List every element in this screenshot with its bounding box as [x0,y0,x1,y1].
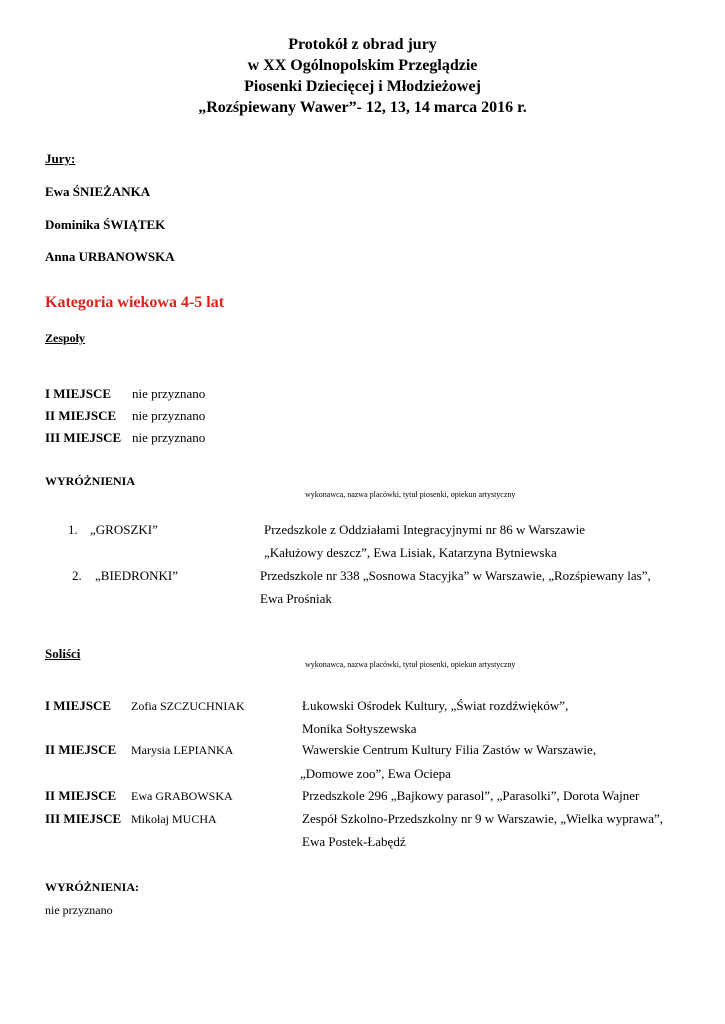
soloist-place: III MIEJSCE [45,811,122,826]
soloist-line: Wawerskie Centrum Kultury Filia Zastów w Warszawie, [302,742,597,757]
groups-columns-note: wykonawca, nazwa placówki, tytuł piosenki, opiekun artystyczny [305,490,516,499]
jury-member: Anna URBANOWSKA [45,249,175,264]
soloist-line: Zespół Szkolno-Przedszkolny nr 9 w Warszawie, „Wielka wyprawa”, [302,811,663,826]
distinction-line: Przedszkole z Oddziałami Integracyjnymi nr 86 w Warszawie [264,522,586,537]
soloist-name: Mikołaj MUCHA [131,812,217,826]
groups-heading: Zespoły [45,331,86,345]
category-title: Kategoria wiekowa 4-5 lat [45,294,225,311]
distinction-line: Przedszkole nr 338 „Sosnowa Stacyjka” w Warszawie, „Rozśpiewany las”, [260,568,651,583]
distinction-name: „BIEDRONKI” [95,568,179,583]
soloist-place: II MIEJSCE [45,788,117,803]
group-place-value: nie przyznano [132,430,206,445]
jury-member: Dominika ŚWIĄTEK [45,217,166,232]
soloist-line: Przedszkole 296 „Bajkowy parasol”, „Parasolki”, Dorota Wajner [302,788,640,803]
soloists-heading: Soliści [45,646,81,661]
distinction-number: 1. [68,522,78,537]
title-line-3: Piosenki Dziecięcej i Młodzieżowej [244,78,481,95]
title-line-4: „Rozśpiewany Wawer”- 12, 13, 14 marca 2016 r. [198,99,527,116]
soloist-line: Łukowski Ośrodek Kultury, „Świat rozdźwięków”, [302,698,569,713]
groups-distinctions-heading: WYRÓŻNIENIA [45,474,136,488]
soloist-line: Ewa Postek-Łabędź [302,834,406,849]
soloists-distinctions-heading: WYRÓŻNIENIA: [45,880,140,894]
group-place-value: nie przyznano [132,386,206,401]
soloist-line: „Domowe zoo”, Ewa Ociepa [300,766,451,781]
group-place-label: II MIEJSCE [45,408,117,423]
distinction-number: 2. [72,568,82,583]
jury-heading: Jury: [45,151,76,166]
title-line-1: Protokół z obrad jury [288,36,437,53]
soloists-columns-note: wykonawca, nazwa placówki, tytuł piosenki, opiekun artystyczny [305,660,516,669]
distinction-line: „Kałużowy deszcz”, Ewa Lisiak, Katarzyna Bytniewska [264,545,557,560]
distinction-name: „GROSZKI” [90,522,158,537]
group-place-value: nie przyznano [132,408,206,423]
title-line-2: w XX Ogólnopolskim Przeglądzie [247,57,478,74]
soloist-place: I MIEJSCE [45,698,112,713]
soloist-name: Ewa GRABOWSKA [131,789,233,803]
soloist-line: Monika Sołtyszewska [302,721,417,736]
jury-member: Ewa ŚNIEŻANKA [45,184,151,199]
soloists-distinctions-value: nie przyznano [45,903,113,917]
soloist-name: Zofia SZCZUCHNIAK [131,699,245,713]
distinction-line: Ewa Prośniak [260,591,332,606]
soloist-name: Marysia LEPIANKA [131,743,234,757]
soloist-place: II MIEJSCE [45,742,117,757]
group-place-label: I MIEJSCE [45,386,112,401]
group-place-label: III MIEJSCE [45,430,122,445]
